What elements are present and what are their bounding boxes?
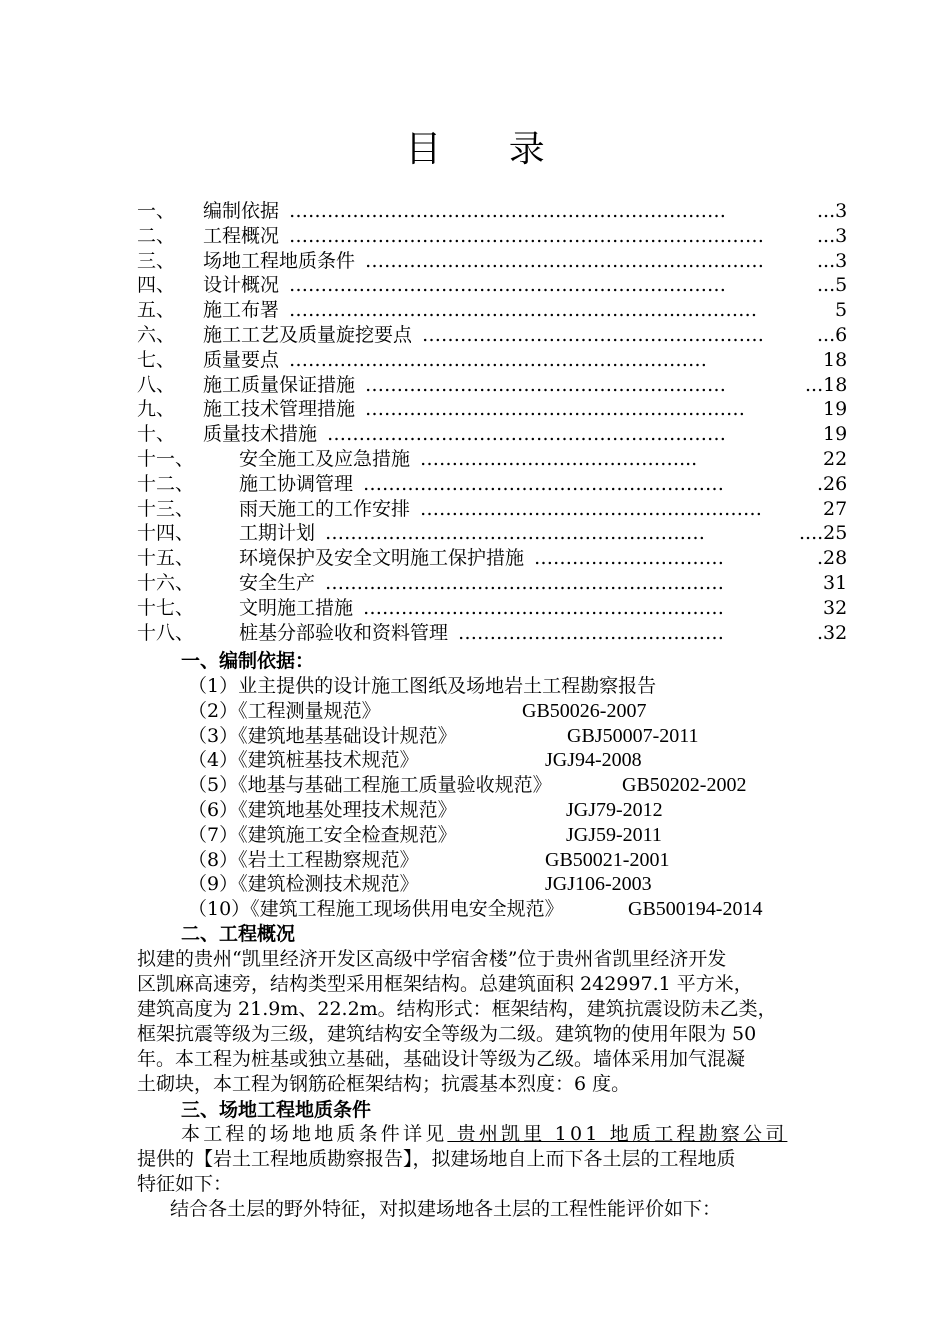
section3-line4: 结合各土层的野外特征，对拟建场地各土层的工程性能评价如下： <box>170 1198 722 1220</box>
paragraph-line: 拟建的贵州“凯里经济开发区高级中学宿舍楼”位于贵州省凯里经济开发 <box>137 948 727 970</box>
reference-code: GB50026-2007 <box>522 699 647 722</box>
section3-line2: 提供的【岩土工程地质勘察报告】，拟建场地自上而下各土层的工程地质 <box>137 1148 736 1170</box>
toc-label: 设计概况 <box>203 274 280 297</box>
reference-item: （3）《建筑地基基础设计规范》 <box>188 724 457 747</box>
toc-label: 文明施工措施 <box>239 596 354 619</box>
toc-row[interactable] <box>137 447 877 472</box>
reference-item: （10）《建筑工程施工现场供用电安全规范》 <box>188 898 564 921</box>
toc-label: 施工质量保证措施 <box>203 373 356 396</box>
toc-label: 编制依据 <box>203 200 280 222</box>
toc-leader-dots: ………………………………………………… <box>363 472 724 495</box>
paragraph-line: 土砌块，本工程为钢筋砼框架结构；抗震基本烈度：6 度。 <box>137 1073 631 1095</box>
reference-item: （1）业主提供的设计施工图纸及场地岩土工程勘察报告 <box>188 675 657 697</box>
toc-page-number: .26 <box>817 472 848 495</box>
toc-page-number: ...18 <box>805 373 848 396</box>
reference-code: GB500194-2014 <box>628 898 763 921</box>
toc-page-number: 5 <box>835 299 848 322</box>
toc-number: 四、 <box>137 274 176 297</box>
toc-page-number: 19 <box>823 423 848 446</box>
reference-item: （7）《建筑施工安全检查规范》 <box>188 823 457 846</box>
toc-label: 雨天施工的工作安排 <box>239 497 411 520</box>
reference-item: （9）《建筑检测技术规范》 <box>188 873 419 896</box>
toc-label: 施工工艺及质量旋挖要点 <box>203 323 413 346</box>
toc-page-number: 27 <box>823 497 848 520</box>
paragraph-line: 框架抗震等级为三级，建筑结构安全等级为二级。建筑物的使用年限为 50 <box>137 1023 757 1045</box>
reference-item: （4）《建筑桩基技术规范》 <box>188 749 419 772</box>
toc-number: 十七、 <box>137 596 195 619</box>
toc-page-number: ...3 <box>817 200 848 222</box>
reference-code: JGJ94-2008 <box>545 749 642 772</box>
toc-row[interactable] <box>137 596 877 621</box>
toc-leader-dots: ………………………… <box>534 547 724 570</box>
table-of-contents <box>137 199 877 645</box>
section1-heading: 一、编制依据： <box>181 650 315 672</box>
toc-leader-dots: …………………………………………………… <box>365 398 745 421</box>
toc-row[interactable] <box>137 348 877 373</box>
toc-label: 桩基分部验收和资料管理 <box>239 621 449 644</box>
reference-item: （5）《地基与基础工程施工质量验收规范》 <box>188 774 552 797</box>
toc-number: 九、 <box>137 398 176 421</box>
toc-number: 十四、 <box>137 522 195 545</box>
toc-number: 十二、 <box>137 472 195 495</box>
section3-line3: 特征如下： <box>137 1173 233 1195</box>
toc-label: 场地工程地质条件 <box>203 249 356 272</box>
toc-number: 一、 <box>137 200 176 222</box>
reference-code: JGJ79-2012 <box>566 799 663 821</box>
toc-number: 六、 <box>137 323 176 346</box>
toc-row[interactable] <box>137 422 877 447</box>
toc-page-number: 32 <box>823 596 848 619</box>
reference-code: GB50202-2002 <box>622 774 747 797</box>
toc-row[interactable] <box>137 472 877 497</box>
toc-leader-dots: …………………………………………………… <box>325 522 705 545</box>
reference-code: JGJ59-2011 <box>566 823 662 846</box>
toc-page-number: ....25 <box>799 522 848 545</box>
paragraph-line: 建筑高度为 21.9m、22.2m。结构形式：框架结构，建筑抗震设防未乙类， <box>137 998 777 1020</box>
toc-leader-dots: …………………………………… <box>458 621 724 644</box>
toc-page-number: ...3 <box>817 224 848 247</box>
toc-number: 十六、 <box>137 571 195 594</box>
toc-page-number: .28 <box>817 547 848 570</box>
toc-leader-dots: ………………………………………………………… <box>289 348 707 371</box>
toc-row[interactable] <box>137 273 877 298</box>
section3-line1-prefix: 本工程的场地地质条件详见 <box>181 1123 448 1145</box>
toc-page-number: ...6 <box>817 323 848 346</box>
toc-row[interactable] <box>137 224 877 249</box>
toc-page-number: 19 <box>823 398 848 421</box>
toc-page-number: ...5 <box>817 274 848 297</box>
toc-label: 安全施工及应急措施 <box>239 447 411 470</box>
page-title: 目 录 <box>405 129 573 170</box>
section3-heading: 三、场地工程地质条件 <box>181 1099 372 1121</box>
toc-number: 三、 <box>137 249 176 272</box>
toc-leader-dots: ………………………………………………… <box>365 373 726 396</box>
toc-page-number: 31 <box>823 571 848 594</box>
reference-code: GBJ50007-2011 <box>567 724 699 747</box>
reference-code: GB50021-2001 <box>545 848 670 871</box>
toc-row[interactable] <box>137 199 877 224</box>
toc-leader-dots: ……………………………………………………… <box>365 249 764 272</box>
toc-number: 八、 <box>137 373 176 396</box>
toc-number: 十三、 <box>137 497 195 520</box>
reference-code: JGJ106-2003 <box>545 873 652 896</box>
toc-number: 十一、 <box>137 447 195 470</box>
toc-label: 安全生产 <box>239 571 316 594</box>
toc-row[interactable] <box>137 373 877 398</box>
toc-row[interactable] <box>137 397 877 422</box>
toc-label: 质量技术措施 <box>203 423 318 446</box>
toc-number: 十五、 <box>137 547 195 570</box>
paragraph-line: 年。本工程为桩基或独立基础，基础设计等级为乙级。墙体采用加气混凝 <box>137 1048 746 1070</box>
toc-row[interactable] <box>137 621 877 646</box>
toc-row[interactable] <box>137 497 877 522</box>
toc-row[interactable] <box>137 571 877 596</box>
toc-page-number: .32 <box>817 621 848 644</box>
reference-item: （6）《建筑地基处理技术规范》 <box>188 799 457 821</box>
toc-leader-dots: …………………………………………………………… <box>289 200 726 222</box>
toc-number: 十八、 <box>137 621 195 644</box>
paragraph-line: 区凯麻高速旁，结构类型采用框架结构。总建筑面积 242997.1 平方米， <box>137 973 753 995</box>
toc-row[interactable] <box>137 298 877 323</box>
toc-leader-dots: ………………………………………………………………… <box>289 224 764 247</box>
toc-leader-dots: ……………………………………………… <box>422 323 764 346</box>
section3-line1 <box>181 1122 861 1147</box>
section2-heading: 二、工程概况 <box>181 923 296 945</box>
toc-label: 施工技术管理措施 <box>203 398 356 421</box>
toc-page-number: 18 <box>823 348 848 371</box>
toc-leader-dots: …………………………………………………………… <box>289 274 726 297</box>
toc-leader-dots: …………..………………………... <box>420 447 698 470</box>
toc-label: 环境保护及安全文明施工保护措施 <box>239 547 525 570</box>
toc-label: 质量要点 <box>203 348 280 371</box>
toc-leader-dots: ……………………………………………………..………… <box>289 299 758 322</box>
toc-label: 工期计划 <box>239 522 316 545</box>
toc-label: 施工布署 <box>203 299 280 322</box>
toc-row[interactable] <box>137 546 877 571</box>
toc-row[interactable] <box>137 323 877 348</box>
toc-page-number: ...3 <box>817 249 848 272</box>
toc-page-number: 22 <box>823 447 848 470</box>
reference-item: （8）《岩土工程勘察规范》 <box>188 848 419 871</box>
toc-number: 十、 <box>137 423 176 446</box>
survey-company: 贵州凯里 101 地质工程勘察公司 <box>447 1123 788 1145</box>
toc-number: 五、 <box>137 299 176 322</box>
toc-leader-dots: ……………………………………………… <box>420 497 762 520</box>
toc-row[interactable] <box>137 521 877 546</box>
toc-leader-dots: ……………………………………………………… <box>327 423 726 446</box>
toc-row[interactable] <box>137 249 877 274</box>
reference-item: （2）《工程测量规范》 <box>188 699 381 722</box>
toc-label: 工程概况 <box>203 224 280 247</box>
toc-leader-dots: ………………………………………………… <box>363 596 724 619</box>
toc-leader-dots: ……………………………………………………… <box>325 571 724 594</box>
toc-label: 施工协调管理 <box>239 472 354 495</box>
toc-number: 七、 <box>137 348 176 371</box>
toc-number: 二、 <box>137 224 176 247</box>
